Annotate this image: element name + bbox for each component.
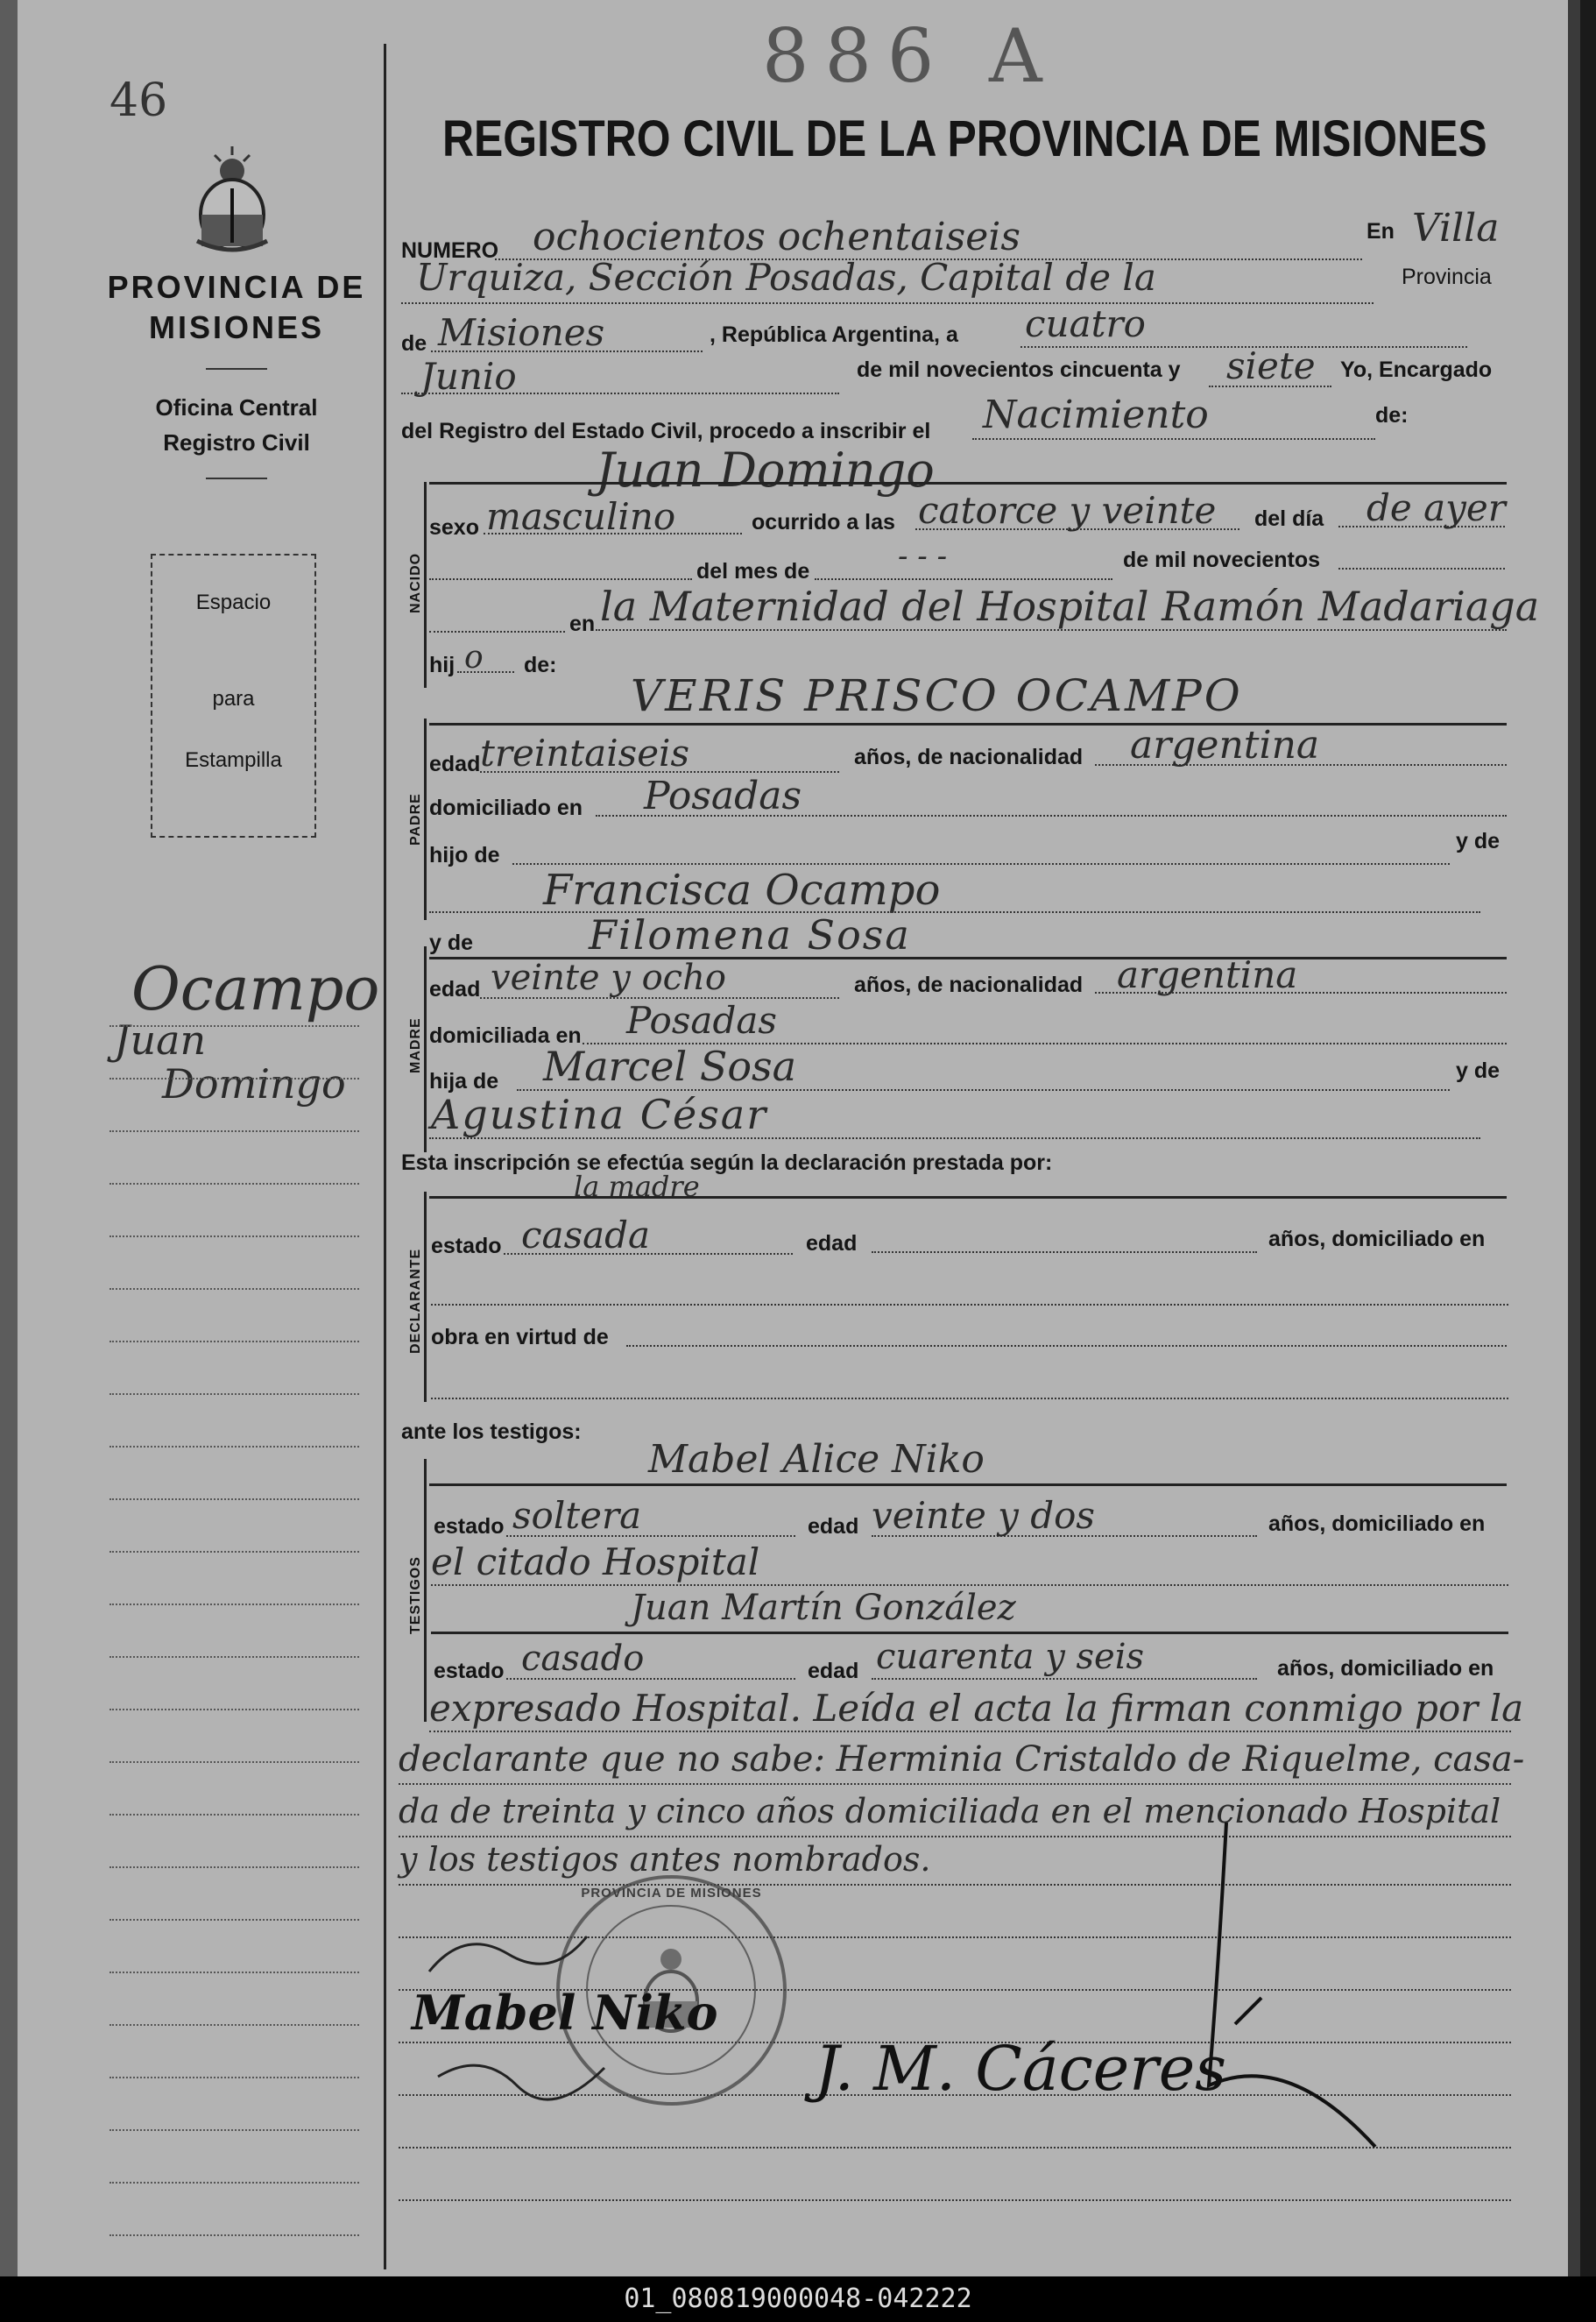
declarante-intro: Esta inscripción se efectúa según la declaración prestada por: [401,1150,1053,1175]
ocurrido-label: ocurrido a las [752,510,895,534]
en-value: Villa [1412,206,1500,251]
hijo-value: o [464,640,484,676]
madre-madre-value: Agustina César [431,1091,768,1138]
padre-name: VERIS PRISCO OCAMPO [631,670,1243,721]
declarante-estado-value: casada [521,1214,651,1257]
act-number-handwritten: 886 A [762,13,1058,99]
madre-section-label: MADRE [408,1017,423,1073]
declarante-por-value: la madre [574,1170,700,1203]
stamp-box [151,554,316,838]
madre-edad-label: edad [429,977,481,1002]
numero-label: NUMERO [401,238,499,263]
t2-anios-label: años, domiciliado en [1277,1656,1494,1681]
t1-estado-label: estado [434,1514,505,1539]
t2-edad-label: edad [808,1659,859,1683]
t1-dom-value: el citado Hospital [431,1540,760,1583]
margin-note-first: Juan [114,1016,207,1064]
closing-line-2: declarante que no sabe: Herminia Cristaldo de Riquelme, casa- [399,1739,1525,1780]
dia-label: del día [1254,506,1324,531]
mes-label: del mes de [696,559,810,584]
padre-y-de-label: y de [1456,829,1501,853]
padre-dom-label: domiciliado en [429,796,583,820]
signature-scribbles-icon [412,1919,622,2120]
month-value: Junio [420,355,517,398]
t2-estado-label: estado [434,1659,505,1683]
office-subtitle: Registro Civil [163,429,310,456]
declarante-obra-label: obra en virtud de [431,1325,609,1349]
dia-value: de ayer [1366,486,1506,529]
declarante-section-label: DECLARANTE [408,1248,423,1354]
nacido-name: Juan Domingo [596,442,935,498]
madre-y-de-label: y de [429,931,474,955]
hora-value: catorce y veinte [918,489,1217,532]
hijo-label: hij [429,653,455,677]
stamp-box-line-3: Estampilla [185,748,282,772]
main-title: REGISTRO CIVIL DE LA PROVINCIA DE MISIONES [442,110,1487,167]
signature-right: J. M. Cáceres [815,2033,1227,2105]
year-value: siete [1226,344,1316,387]
declarante-edad-label: edad [806,1231,858,1256]
de-value: Misiones [438,311,605,354]
republica-label: , República Argentina, a [710,322,958,347]
padre-nac-label: años, de nacionalidad [854,745,1084,769]
office-title: Oficina Central [155,394,318,421]
padre-padres-value: Francisca Ocampo [543,866,941,915]
madre-nac-value: argentina [1117,953,1298,996]
padre-nac-value: argentina [1130,723,1320,768]
yo-label: Yo, Encargado [1340,358,1493,382]
padre-section-label: PADRE [408,793,423,846]
registro-label: del Registro del Estado Civil, procedo a inscribir el [401,419,931,443]
t1-edad-label: edad [808,1514,859,1539]
lugar-value: la Maternidad del Hospital Ramón Madariaga [600,583,1540,630]
signature-flourish-icon [1156,1823,1384,2156]
en-lugar-label: en [569,612,596,636]
t2-edad-value: cuarenta y seis [876,1637,1145,1677]
madre-name: Filomena Sosa [589,911,911,959]
column-divider [384,44,386,2269]
madre-edad-value: veinte y ocho [491,958,726,998]
seal-text: PROVINCIA DE MISIONES [581,1886,762,1901]
closing-line-1: expresado Hospital. Leída el acta la firman conmigo por la [429,1687,1524,1730]
padre-dom-value: Posadas [644,774,802,818]
locality-value: Urquiza, Sección Posadas, Capital de la [416,256,1156,299]
sexo-label: sexo [429,515,479,540]
day-value: cuatro [1025,302,1146,345]
declarante-anios-label: años, domiciliado en [1268,1227,1486,1251]
testigos-section-label: TESTIGOS [408,1556,423,1634]
closing-line-3: da de treinta y cinco años domiciliada en el mencionado Hospital [399,1792,1501,1830]
declarante-estado-label: estado [431,1234,502,1258]
madre-y-de-2-label: y de [1456,1058,1501,1083]
stamp-box-line-2: para [212,687,255,711]
sexo-value: masculino [486,495,676,538]
numero-value: ochocientos ochentaiseis [533,215,1020,259]
mil-novecientos-label: de mil novecientos [1123,548,1321,572]
acto-value: Nacimiento [983,393,1209,437]
padre-edad-value: treintaiseis [480,732,690,775]
padre-hijo-label: hijo de [429,843,500,867]
margin-note-second: Domingo [162,1060,346,1108]
en-label: En [1366,219,1395,244]
closing-line-4: y los testigos antes nombrados. [399,1840,931,1879]
de2-label: de: [1375,403,1409,428]
mes-value: - - - [898,539,948,574]
madre-nac-label: años, de nacionalidad [854,973,1084,997]
madre-dom-value: Posadas [626,999,777,1042]
nacido-section-label: NACIDO [408,552,423,613]
page-number: 46 [109,74,168,127]
hijo-de-label: de: [524,653,557,677]
testigo-2-name: Juan Martín González [631,1588,1016,1628]
padre-edad-label: edad [429,752,481,776]
madre-hija-label: hija de [429,1069,499,1094]
madre-hija-value: Marcel Sosa [543,1043,797,1090]
t2-estado-value: casado [521,1639,645,1679]
madre-dom-label: domiciliada en [429,1023,582,1048]
de-label: de [401,331,427,356]
t1-anios-label: años, domiciliado en [1268,1511,1486,1536]
testigo-1-name: Mabel Alice Niko [648,1437,985,1482]
provincia-label: Provincia [1402,265,1492,289]
image-caption: 01_080819000048-042222 [0,2276,1596,2322]
t1-estado-value: soltera [512,1494,642,1537]
mil-label: de mil novecientos cincuenta y [857,358,1181,382]
stamp-box-line-1: Espacio [195,591,272,614]
coat-of-arms-icon [184,136,280,254]
t1-edad-value: veinte y dos [872,1494,1095,1537]
testigos-intro: ante los testigos: [401,1419,582,1444]
margin-note-surname: Ocampo [131,955,380,1024]
signature-left: Mabel Niko [412,1985,718,2041]
province-title: PROVINCIA DE MISIONES [107,269,366,345]
